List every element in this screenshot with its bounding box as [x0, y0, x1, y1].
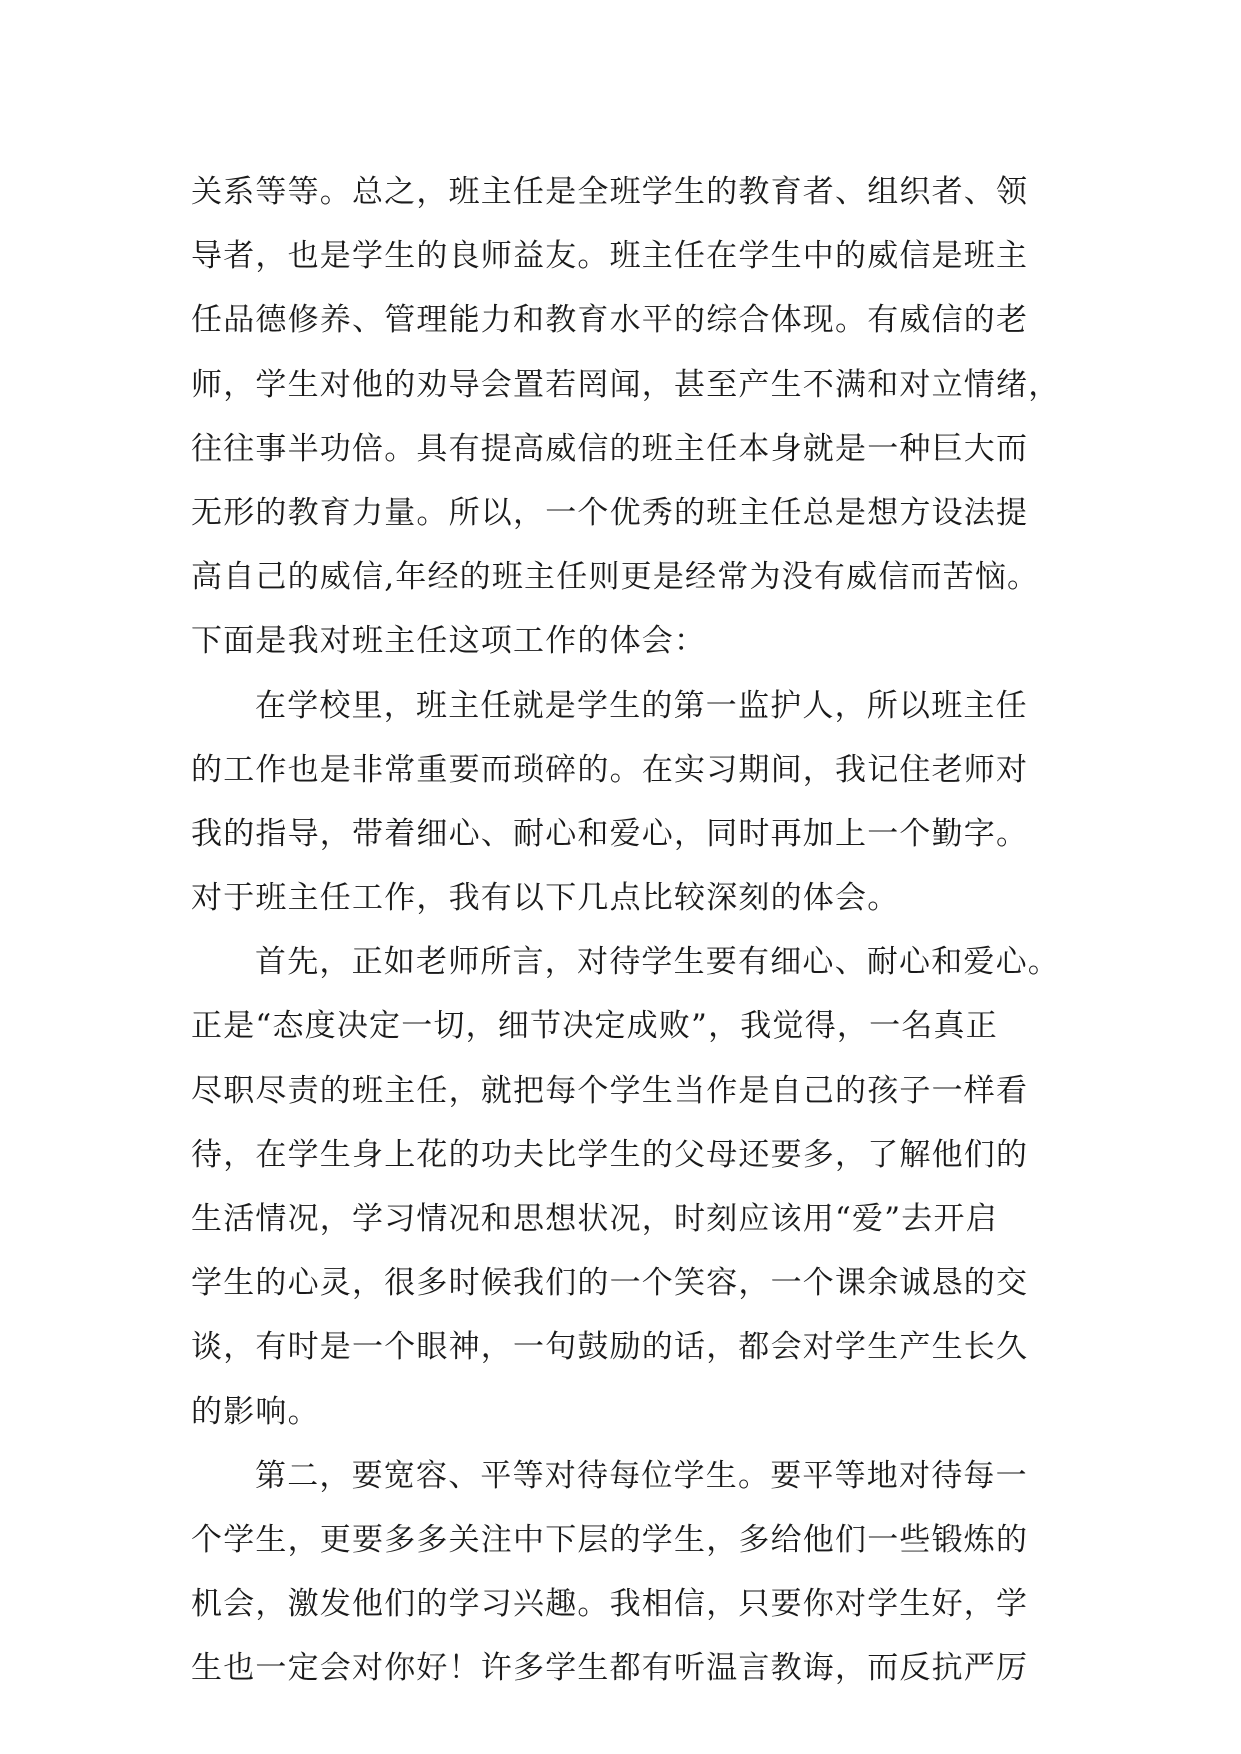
text-line: 学生的心灵，很多时候我们的一个笑容，一个课余诚恳的交	[191, 1265, 1029, 1302]
text-line: 生活情况，学习情况和思想状况，时刻应该用“爱”去开启	[191, 1201, 998, 1237]
text-line: 关系等等。总之，班主任是全班学生的教育者、组织者、领	[191, 174, 1029, 210]
text-line: 往往事半功倍。具有提高威信的班主任本身就是一种巨大而	[191, 430, 1029, 467]
text-line: 待，在学生身上花的功夫比学生的父母还要多，了解他们的	[191, 1136, 1029, 1173]
text-line: 生也一定会对你好！许多学生都有听温言教诲，而反抗严厉	[191, 1650, 1029, 1687]
text-line: 师，学生对他的劝导会置若罔闻，甚至产生不满和对立情绪，	[191, 366, 1061, 403]
text-line: 机会，激发他们的学习兴趣。我相信，只要你对学生好，学	[191, 1586, 1029, 1623]
text-line: 正是“态度决定一切，细节决定成败”，我觉得，一名真正	[191, 1008, 998, 1045]
text-line: 下面是我对班主任这项工作的体会：	[191, 623, 707, 660]
text-line: 任品德修养、管理能力和教育水平的综合体现。有威信的老	[191, 302, 1029, 339]
text-line: 的工作也是非常重要而琐碎的。在实习期间，我记住老师对	[191, 751, 1029, 788]
text-line: 个学生，更要多多关注中下层的学生，多给他们一些锻炼的	[191, 1521, 1029, 1558]
paragraph-start-line: 第二，要宽容、平等对待每位学生。要平等地对待每一	[255, 1457, 1028, 1494]
paragraph-start-line: 首先，正如老师所言，对待学生要有细心、耐心和爱心。	[255, 944, 1060, 981]
paragraph-start-line: 在学校里，班主任就是学生的第一监护人，所以班主任	[255, 687, 1028, 724]
text-line: 尽职尽责的班主任，就把每个学生当作是自己的孩子一样看	[191, 1072, 1029, 1109]
text-line: 谈，有时是一个眼神，一句鼓励的话，都会对学生产生长久	[191, 1329, 1029, 1366]
text-line: 对于班主任工作，我有以下几点比较深刻的体会。	[191, 880, 900, 917]
text-line: 导者，也是学生的良师益友。班主任在学生中的威信是班主	[191, 238, 1029, 275]
text-line: 无形的教育力量。所以，一个优秀的班主任总是想方设法提	[191, 494, 1029, 531]
body-text	[191, 160, 1071, 1701]
text-line: 的影响。	[191, 1393, 320, 1430]
text-line: 高自己的威信,年经的班主任则更是经常为没有威信而苦恼。	[191, 559, 1040, 596]
text-line: 我的指导，带着细心、耐心和爱心，同时再加上一个勤字。	[191, 815, 1029, 852]
